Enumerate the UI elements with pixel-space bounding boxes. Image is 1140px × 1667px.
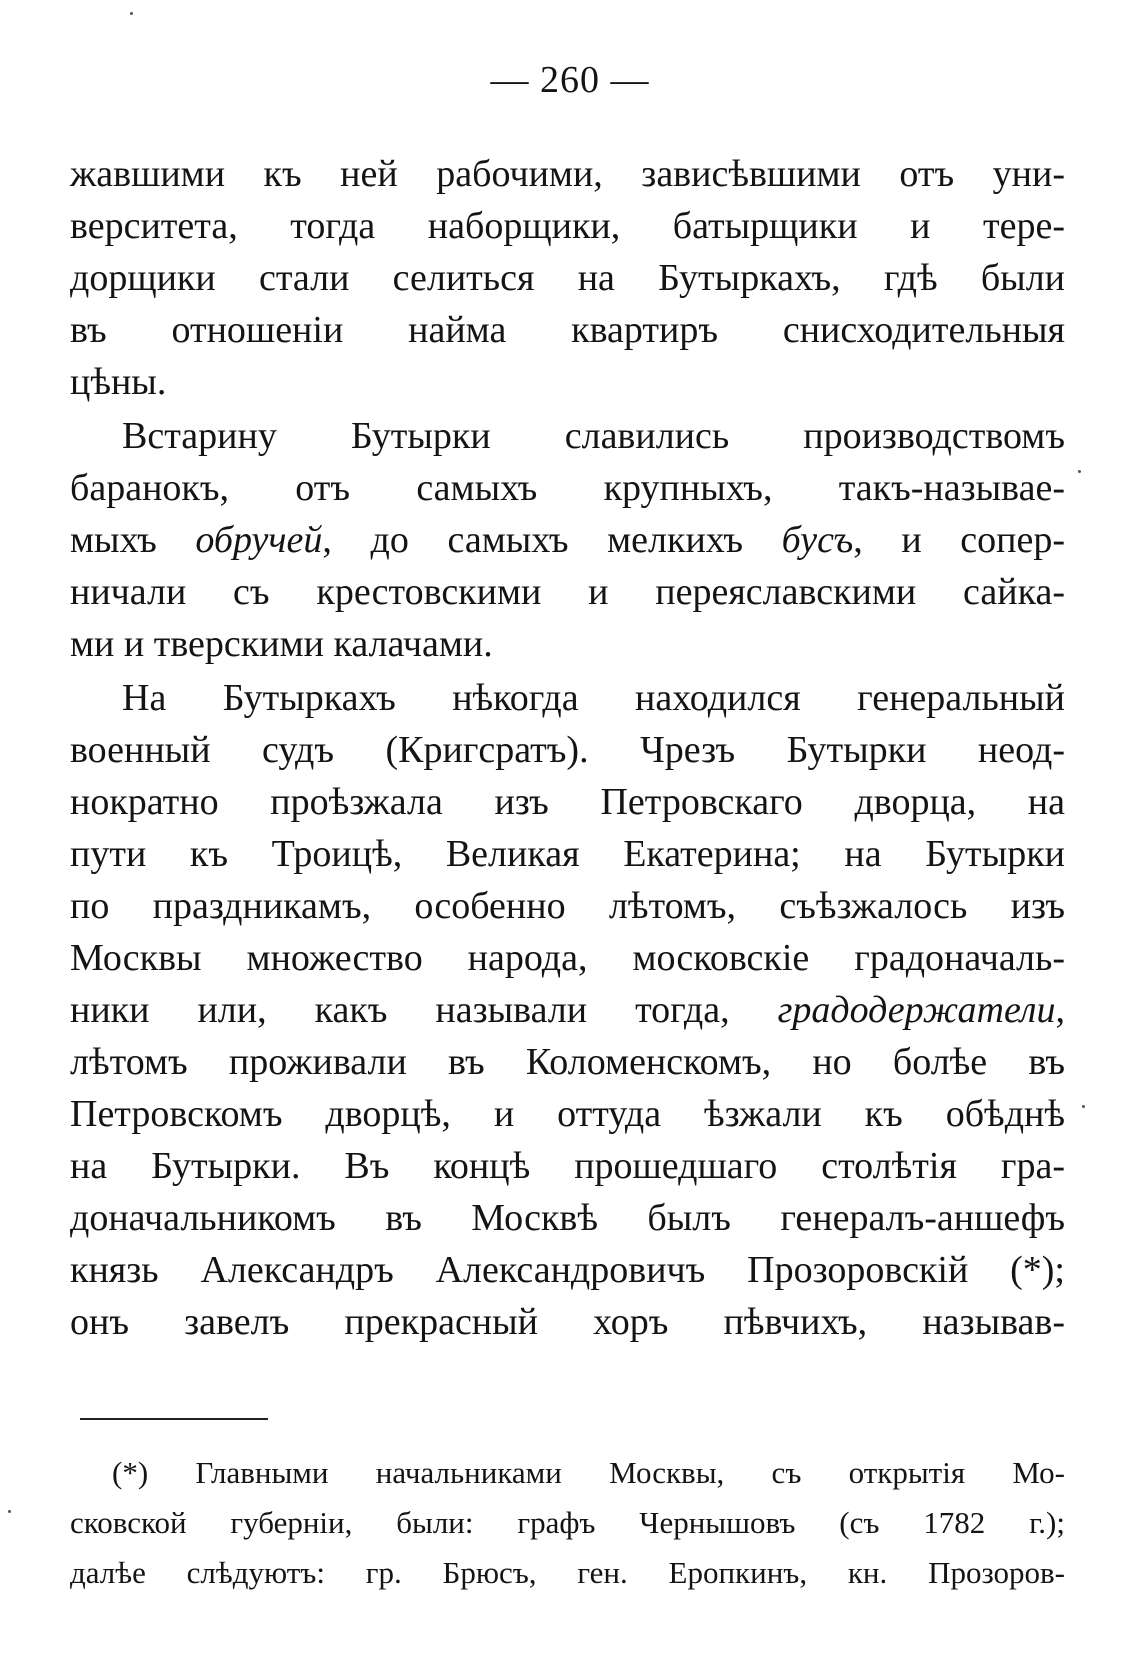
text-line: нократно проѣзжала изъ Петровскаго дворца, на bbox=[70, 781, 1065, 823]
text-line: лѣтомъ проживали въ Коломенскомъ, но болѣе въ bbox=[70, 1041, 1065, 1083]
footnote-line: сковской губерніи, были: графъ Чернышовъ (съ 1782 г.); bbox=[70, 1505, 1065, 1540]
text-line: Встарину Бутырки славились производствомъ bbox=[122, 415, 1065, 457]
text-line: дорщики стали селиться на Бутыркахъ, гдѣ были bbox=[70, 257, 1065, 299]
text-line: Петровскомъ дворцѣ, и оттуда ѣзжали къ обѣднѣ bbox=[70, 1093, 1065, 1135]
text-line: На Бутыркахъ нѣкогда находился генеральный bbox=[122, 677, 1065, 719]
text-line: военный судъ (Кригсратъ). Чрезъ Бутырки неод- bbox=[70, 729, 1065, 771]
text-run: ники или, какъ называли тогда, bbox=[70, 989, 778, 1031]
text-line: Москвы множество народа, московскіе градоначаль- bbox=[70, 937, 1065, 979]
text-line: жавшими къ ней рабочими, зависѣвшими отъ уни- bbox=[70, 153, 1065, 195]
footnote-line: далѣе слѣдуютъ: гр. Брюсъ, ген. Еропкинъ, кн. Прозоров- bbox=[70, 1555, 1065, 1590]
text-line: онъ завелъ прекрасный хоръ пѣвчихъ, называв- bbox=[70, 1301, 1065, 1343]
page-number: — 260 — bbox=[490, 59, 650, 101]
scan-speck bbox=[1078, 470, 1081, 473]
text-line: князь Александръ Александровичъ Прозоровскій (*); bbox=[70, 1249, 1065, 1291]
scan-speck bbox=[1082, 1105, 1085, 1108]
text-run: мыхъ bbox=[70, 519, 196, 561]
text-line: верситета, тогда наборщики, батырщики и тере- bbox=[70, 205, 1065, 247]
text-line bbox=[70, 514, 1065, 566]
text-line: по праздникамъ, особенно лѣтомъ, съѣзжалось изъ bbox=[70, 885, 1065, 927]
footnote-line: (*) Главными начальниками Москвы, съ открытія Мо- bbox=[112, 1455, 1065, 1490]
text-line: доначальникомъ въ Москвѣ былъ генералъ-аншефъ bbox=[70, 1197, 1065, 1239]
scan-speck bbox=[130, 12, 133, 15]
italic-term: обручей bbox=[195, 519, 323, 561]
italic-term: градодержатели bbox=[777, 989, 1056, 1031]
text-line bbox=[70, 984, 1065, 1036]
scan-speck bbox=[8, 1510, 11, 1513]
text-run: , до самыхъ мелкихъ bbox=[322, 519, 782, 561]
text-line: ничали съ крестовскими и переяславскими сайка- bbox=[70, 571, 1065, 613]
text-run: , bbox=[1055, 989, 1065, 1031]
text-line: цѣны. bbox=[70, 361, 167, 403]
footnote-divider bbox=[80, 1418, 268, 1420]
text-line: въ отношеніи найма квартиръ снисходительныя bbox=[70, 309, 1065, 351]
text-line: ми и тверскими калачами. bbox=[70, 623, 493, 665]
text-line: баранокъ, отъ самыхъ крупныхъ, такъ-называе- bbox=[70, 467, 1065, 509]
text-line: пути къ Троицѣ, Великая Екатерина; на Бутырки bbox=[70, 833, 1065, 875]
italic-term: бусъ bbox=[781, 519, 854, 561]
text-line: на Бутырки. Въ концѣ прошедшаго столѣтія гра- bbox=[70, 1145, 1065, 1187]
text-run: , и сопер- bbox=[853, 519, 1066, 561]
